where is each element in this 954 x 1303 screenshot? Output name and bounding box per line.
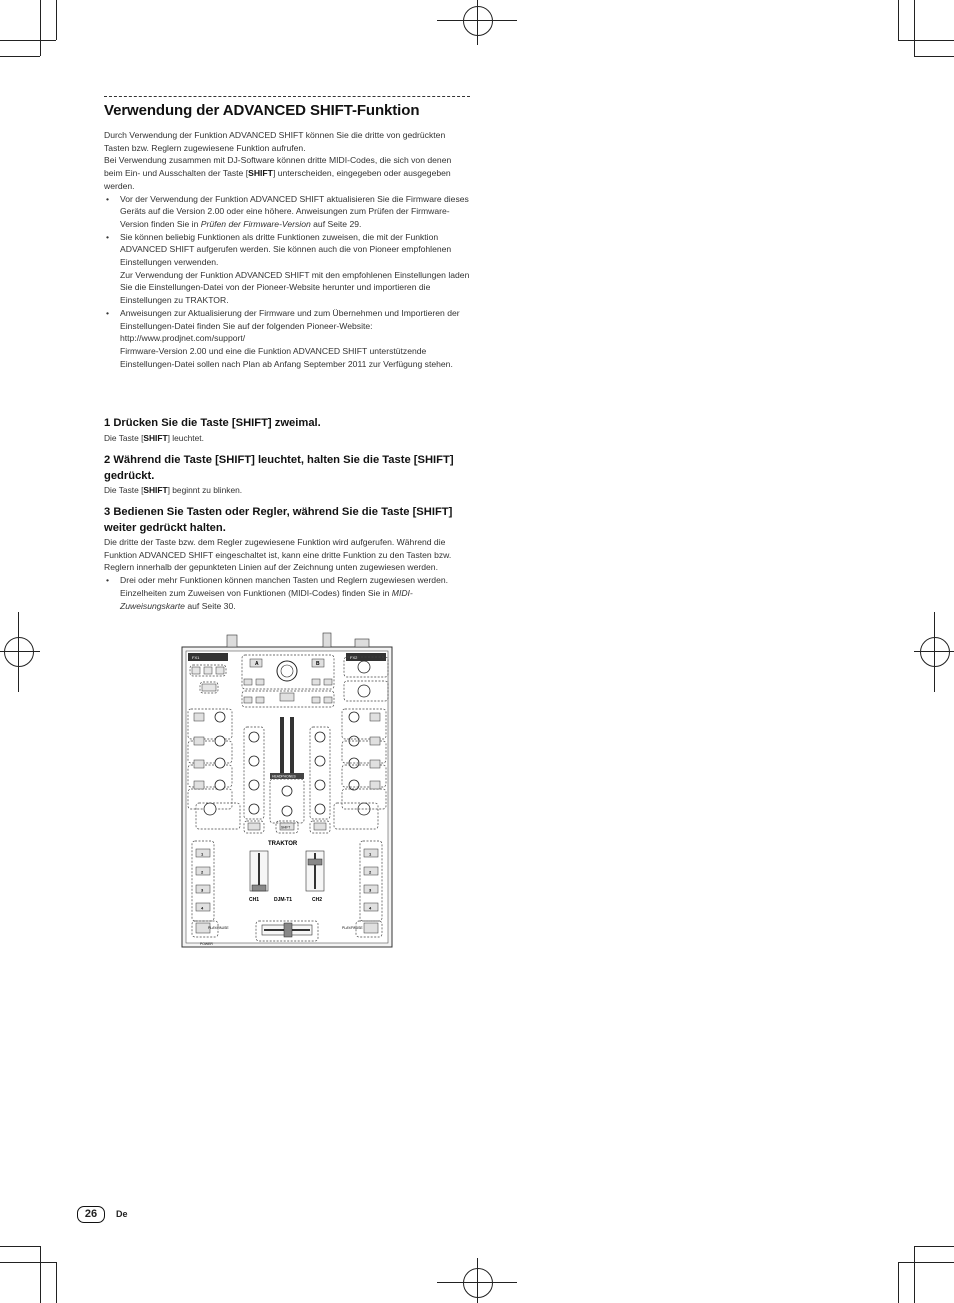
- intro-paragraph-1: Durch Verwendung der Funktion ADVANCED SHIFT können Sie die dritte von gedrückten Tasten bzw. Reglern zugewiesene Funktion aufrufen.: [104, 130, 446, 153]
- headphones-label: HEADPHONES: [272, 774, 296, 779]
- pad-3-right: 3: [369, 887, 372, 893]
- pad-1-left: 1: [201, 851, 204, 857]
- intro-paragraph-2: Bei Verwendung zusammen mit DJ-Software können dritte MIDI-Codes, die sich von denen beim Ein- und Ausschalten der Taste [SHIFT] unterscheiden, eingegeben oder ausgegeben werden.: [104, 155, 452, 191]
- ch2-label: CH2: [312, 897, 323, 903]
- step-3-title: 3 Bedienen Sie Tasten oder Regler, während Sie die Taste [SHIFT] weiter gedrückt halten.: [104, 506, 453, 534]
- step-3-body: Die dritte der Taste bzw. dem Regler zugewiesene Funktion wird aufgerufen. Während die Funktion ADVANCED SHIFT eingeschaltet ist, kann eine dritte Funktion zu den Tasten bzw. Reglern innerhalb der gepunkteten Linien auf der Zeichnung unten zugewiesen werden. • Drei oder mehr Funktionen können manchen Tasten und Reglern zugewiesen werden. Einzelheiten zum Zuweisen von Funktionen (MIDI-Codes) finden Sie in MIDI-Zuweisungskarte auf Seite 30.: [104, 536, 470, 612]
- step-3-bullet: • Drei oder mehr Funktionen können manchen Tasten und Reglern zugewiesen werden. Einzelheiten zum Zuweisen von Funktionen (MIDI-Codes) finden Sie in MIDI-Zuweisungskarte auf Seite 30.: [104, 574, 470, 612]
- pad-3-left: 3: [201, 887, 204, 893]
- pad-4-right: 4: [369, 905, 372, 911]
- dashed-rule: [104, 96, 470, 97]
- deck-a-label: A: [255, 661, 259, 667]
- section-title: Verwendung der ADVANCED SHIFT-Funktion: [104, 102, 420, 119]
- step-1-sub: Die Taste [SHIFT] leuchtet.: [104, 433, 204, 443]
- mixer-illustration: [180, 629, 394, 951]
- play-pause-label-right: PLAY/PAUSE: [342, 926, 363, 930]
- deck-b-label: B: [316, 661, 320, 667]
- step-2-sub: Die Taste [SHIFT] beginnt zu blinken.: [104, 485, 243, 495]
- pad-2-left: 2: [201, 869, 204, 875]
- bullet-item-website: • Anweisungen zur Aktualisierung der Firmware und zum Übernehmen und Importieren der Einstellungen-Datei finden Sie auf der folgenden Pioneer-Website: http://www.prodjnet.com/support/ Firmware-Version 2.00 und eine die Funktion ADVANCED SHIFT unterstützende Einstellungen-Datei sollen nach Plan ab Anfang September 2011 zur Verfügung stehen.: [104, 307, 470, 371]
- bullet-list: [104, 193, 470, 371]
- shift-button-label: SHIFT: [281, 825, 291, 830]
- fx2-label: FX2: [350, 655, 358, 660]
- model-label: DJM-T1: [274, 897, 293, 903]
- pad-4-left: 4: [201, 905, 204, 911]
- step-1-title: 1 Drücken Sie die Taste [SHIFT] zweimal.: [104, 417, 321, 429]
- traktor-logo: TRAKTOR: [268, 841, 298, 847]
- step-2-title: 2 Während die Taste [SHIFT] leuchtet, halten Sie die Taste [SHIFT] gedrückt.: [104, 454, 454, 482]
- bullet-item-firmware: • Vor der Verwendung der Funktion ADVANCED SHIFT aktualisieren Sie die Firmware dieses Geräts auf die Version 2.00 oder eine höhere. Anweisungen zum Prüfen der Firmware-Version finden Sie in Prüfen der Firmware-Version auf Seite 29.: [104, 193, 470, 231]
- intro-body: [104, 129, 470, 370]
- play-pause-label-left: PLAY/PAUSE: [208, 926, 229, 930]
- pad-1-right: 1: [369, 851, 372, 857]
- support-url: http://www.prodjnet.com/support/: [120, 333, 246, 344]
- ch1-label: CH1: [249, 897, 260, 903]
- page-number: 26: [77, 1206, 105, 1223]
- pad-2-right: 2: [369, 869, 372, 875]
- language-code: De: [116, 1209, 128, 1219]
- bullet-item-functions: • Sie können beliebig Funktionen als dritte Funktionen zuweisen, die mit der Funktion ADVANCED SHIFT aufgerufen werden. Sie können auch die von Pioneer empfohlenen Einstellungen verwenden. Zur Verwendung der Funktion ADVANCED SHIFT mit den empfohlenen Einstellungen laden Sie die Einstellungen-Datei von der Pioneer-Website herunter und importieren die Einstellungen zu TRAKTOR.: [104, 231, 470, 307]
- mixer-svg: [180, 629, 394, 951]
- power-label: POWER: [200, 942, 213, 946]
- fx1-label: FX1: [192, 655, 200, 660]
